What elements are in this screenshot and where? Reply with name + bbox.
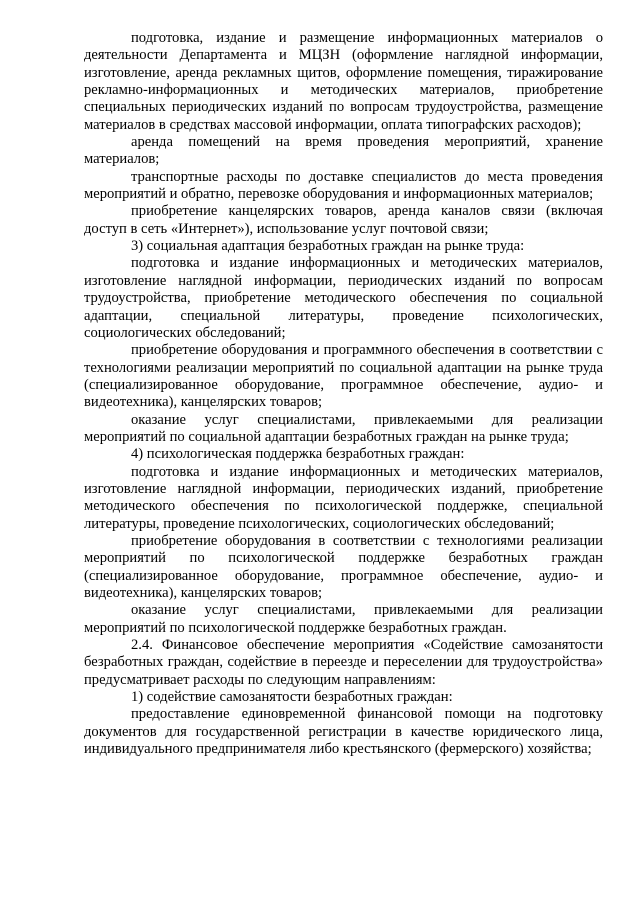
- paragraph-psych-specialists: оказание услуг специалистами, привлекаемыми для реализации мероприятий по психологической поддержке безработных граждан.: [84, 602, 603, 636]
- paragraph-one-time-assistance: предоставление единовременной финансовой помощи на подготовку документов для государственной регистрации в качестве юридического лица, индивидуального предпринимателя либо крестьянского (фермерского) хозяйства;: [84, 706, 603, 758]
- subsection-heading-self-employment: 1) содействие самозанятости безработных граждан:: [131, 689, 453, 706]
- paragraph-psych-materials: подготовка и издание информационных и методических материалов, изготовление наглядной информации, периодических изданий, приобретение методического обеспечения по психологической поддержке, специальной литературы, проведение психологических, социологических обследований;: [84, 463, 603, 532]
- paragraph-psych-equipment: приобретение оборудования в соответствии с технологиями реализации мероприятий по психологической поддержке безработных граждан (специализированное оборудование, программное обеспечение, аудио- и видеотехника), канцелярских товаров;: [84, 532, 603, 601]
- section-heading-psychological-support: 4) психологическая поддержка безработных граждан:: [131, 446, 465, 463]
- paragraph-transport-costs: транспортные расходы по доставке специалистов до места проведения мероприятий и обратно, перевозке оборудования и информационных материалов;: [84, 168, 603, 203]
- paragraph-office-supplies: приобретение канцелярских товаров, аренда каналов связи (включая доступ в сеть «Интернет»), использование услуг почтовой связи;: [84, 203, 603, 237]
- document-page: [84, 30, 603, 758]
- paragraph-adaptation-specialists: оказание услуг специалистами, привлекаемыми для реализации мероприятий по социальной адаптации безработных граждан на рынке труда;: [84, 411, 603, 445]
- paragraph-adaptation-equipment: приобретение оборудования и программного обеспечения в соответствии с технологиями реализации мероприятий по социальной адаптации на рынке труда (специализированное оборудование, программное обеспечение, аудио- и видеотехника), канцелярских товаров;: [84, 342, 603, 411]
- section-heading-self-employment-financing: 2.4. Финансовое обеспечение мероприятия «Содействие самозанятости безработных граждан, содействие в переезде и переселении для трудоустройства» предусматривает расходы по следующим направлениям:: [84, 637, 603, 688]
- paragraph-premises-rent: аренда помещений на время проведения мероприятий, хранение материалов;: [84, 134, 603, 168]
- paragraph-adaptation-materials: подготовка и издание информационных и методических материалов, изготовление наглядной информации, периодических изданий по вопросам трудоустройства, приобретение методического обеспечения по социальной адаптации, специальной литературы, проведение психологических, социологических обследований;: [84, 255, 603, 341]
- paragraph-info-materials: подготовка, издание и размещение информационных материалов о деятельности Департамента и МЦЗН (оформление наглядной информации, изготовление, аренда рекламных щитов, оформление помещения, тиражирование рекламно-информационных и методических материалов, приобретение специальных периодических изданий по вопросам трудоустройства, размещение материалов в средствах массовой информации, оплата типографских расходов);: [84, 30, 603, 133]
- section-heading-social-adaptation: 3) социальная адаптация безработных граждан на рынке труда:: [131, 238, 525, 255]
